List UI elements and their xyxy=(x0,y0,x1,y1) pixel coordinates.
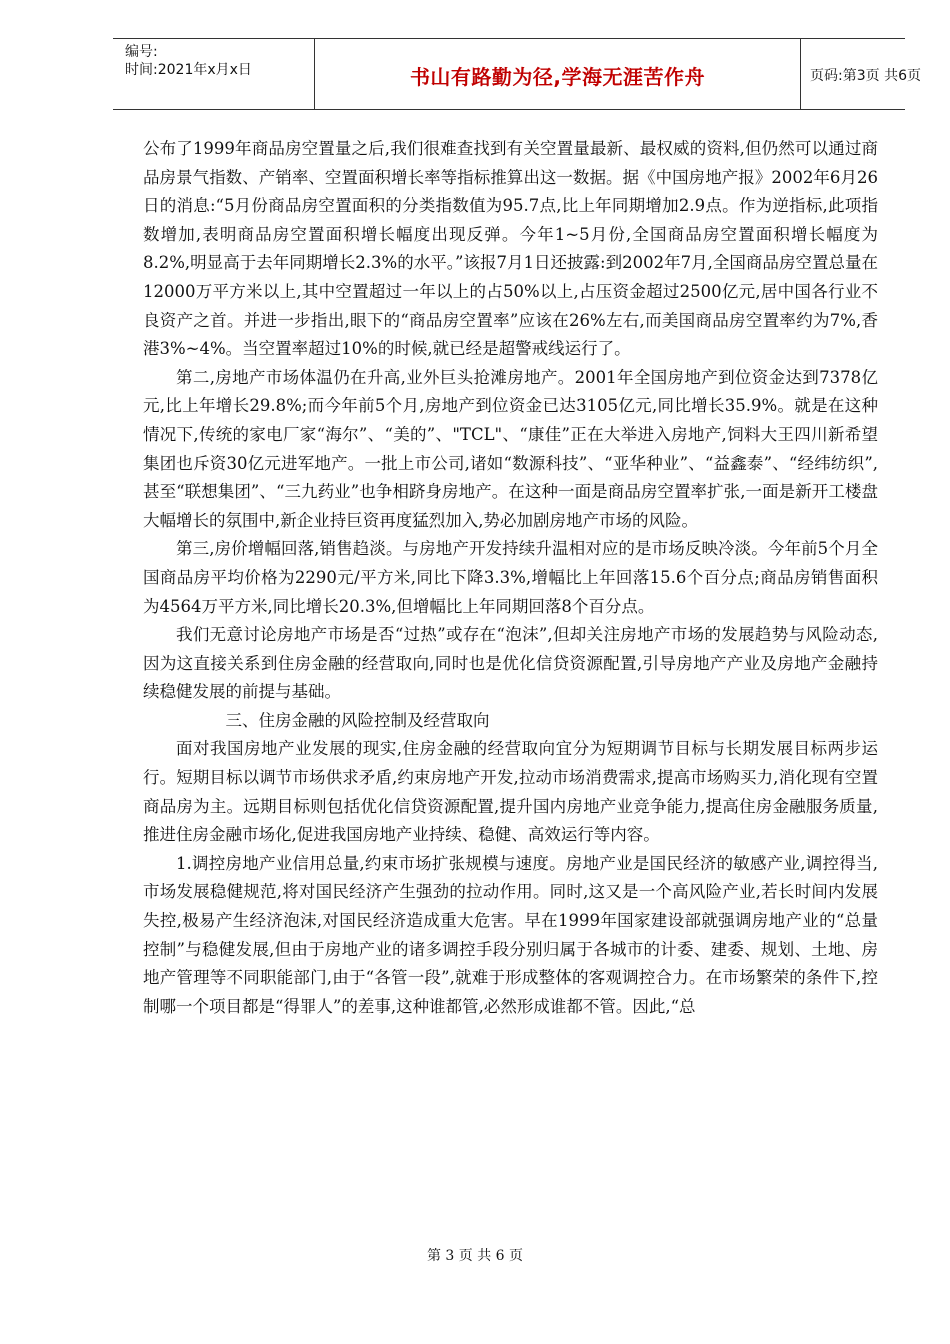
header-page-cell xyxy=(800,39,921,109)
page-footer: 第 3 页 共 6 页 xyxy=(426,1248,524,1264)
section-heading: 三、住房金融的风险控制及经营取向 xyxy=(225,710,490,730)
header-motto-cell xyxy=(314,39,801,109)
paragraph-continued: 公布了1999年商品房空置量之后,我们很难查找到有关空置量最新、最权威的资料,但仍然可以通过商品房景气指数、产销率、空置面积增长率等指标推算出这一数据。据《中国房地产报》2002年6月26日的消息:“5月份商品房空置面积的分类指数值为95.7点,比上年同期增加2.9点。作为逆指标,此项指数增加,表明商品房空置面积增长幅度出现反弹。今年1~5月份,全国商品房空置面积增长幅度为8.2%,明显高于去年同期增长2.3%的水平。”该报7月1日还披露:到2002年7月,全国商品房空置总量在12000万平方米以上,其中空置超过一年以上的占50%以上,占压资金超过2500亿元,居中国各行业不良资产之首。并进一步指出,眼下的“商品房空置率”应该在26%左右,而美国商品房空置率约为7%,香港3%~4%。当空置率超过10%的时候,就已经是超警戒线运行了。 xyxy=(143,139,878,359)
document-time-label: 时间:2021年x月x日 xyxy=(125,62,252,78)
paragraph-second-point: 第二,房地产市场体温仍在升高,业外巨头抢滩房地产。2001年全国房地产到位资金达到7378亿元,比上年增长29.8%;而今年前5个月,房地产到位资金已达3105亿元,同比增长35.9%。就是在这种情况下,传统的家电厂家“海尔”、“美的”、"TCL"、“康佳”正在大举进入房地产,饲料大王四川新希望集团也斥资30亿元进军地产。一批上市公司,诸如“数源科技”、“亚华种业”、“益鑫泰”、“经纬纺织”,甚至“联想集团”、“三九药业”也争相跻身房地产。在这种一面是商品房空置率扩张,一面是新开工楼盘大幅增长的氛围中,新企业持巨资再度猛烈加入,势必加剧房地产市场的风险。 xyxy=(143,367,878,530)
document-body xyxy=(143,135,878,1021)
header-page-number: 页码:第3页 共6页 xyxy=(810,68,921,84)
header-motto: 书山有路勤为径,学海无涯苦作舟 xyxy=(409,65,706,89)
document-number-label: 编号: xyxy=(125,44,158,60)
paragraph-section-intro: 面对我国房地产业发展的现实,住房金融的经营取向宜分为短期调节目标与长期发展目标两步运行。短期目标以调节市场供求矛盾,约束房地产开发,拉动市场消费需求,提高市场购买力,消化现有空置商品房为主。远期目标则包括优化信贷资源配置,提升国内房地产业竞争能力,提高住房金融服务质量,推进住房金融市场化,促进我国房地产业持续、稳健、高效运行等内容。 xyxy=(143,739,878,845)
paragraph-third-point: 第三,房价增幅回落,销售趋淡。与房地产开发持续升温相对应的是市场反映冷淡。今年前5个月全国商品房平均价格为2290元/平方米,同比下降3.3%,增幅比上年回落15.6个百分点;商品房销售面积为4564万平方米,同比增长20.3%,但增幅比上年同期回落8个百分点。 xyxy=(143,539,878,616)
paragraph-discussion: 我们无意讨论房地产市场是否“过热”或存在“泡沫”,但却关注房地产市场的发展趋势与风险动态,因为这直接关系到住房金融的经营取向,同时也是优化信贷资源配置,引导房地产产业及房地产金融持续稳健发展的前提与基础。 xyxy=(143,625,878,702)
page-header xyxy=(113,38,921,110)
header-meta-cell xyxy=(113,39,314,109)
paragraph-item-1: 1.调控房地产业信用总量,约束市场扩张规模与速度。房地产业是国民经济的敏感产业,调控得当,市场发展稳健规范,将对国民经济产生强劲的拉动作用。同时,这又是一个高风险产业,若长时间内发展失控,极易产生经济泡沫,对国民经济造成重大危害。早在1999年国家建设部就强调房地产业的“总量控制”与稳健发展,但由于房地产业的诸多调控手段分别归属于各城市的计委、建委、规划、土地、房地产管理等不同职能部门,由于“各管一段”,就难于形成整体的客观调控合力。在市场繁荣的条件下,控制哪一个项目都是“得罪人”的差事,这种谁都管,必然形成谁都不管。因此,“总 xyxy=(143,853,878,1016)
